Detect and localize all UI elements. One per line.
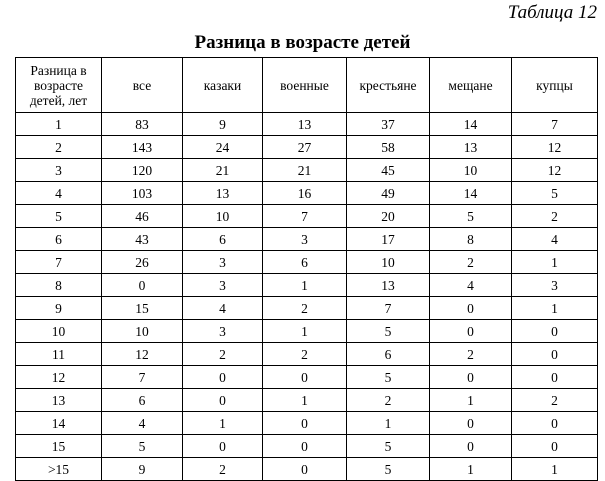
- cell-townspeople: 5: [430, 205, 512, 228]
- cell-merchants: 7: [512, 113, 598, 136]
- table-row: [16, 435, 598, 458]
- header-peasants: крестьяне: [347, 58, 430, 113]
- cell-military: 1: [263, 389, 347, 412]
- cell-townspeople: 2: [430, 343, 512, 366]
- table-row: [16, 389, 598, 412]
- cell-merchants: 0: [512, 412, 598, 435]
- cell-merchants: 4: [512, 228, 598, 251]
- cell-cossacks: 24: [183, 136, 263, 159]
- cell-age-difference: 6: [16, 228, 102, 251]
- cell-peasants: 5: [347, 435, 430, 458]
- cell-merchants: 3: [512, 274, 598, 297]
- cell-peasants: 7: [347, 297, 430, 320]
- cell-cossacks: 0: [183, 389, 263, 412]
- cell-merchants: 1: [512, 251, 598, 274]
- table-row: [16, 159, 598, 182]
- cell-cossacks: 3: [183, 320, 263, 343]
- cell-all: 15: [102, 297, 183, 320]
- header-row: [16, 58, 598, 113]
- cell-townspeople: 0: [430, 435, 512, 458]
- cell-military: 7: [263, 205, 347, 228]
- cell-merchants: 5: [512, 182, 598, 205]
- cell-cossacks: 0: [183, 366, 263, 389]
- cell-merchants: 2: [512, 205, 598, 228]
- table-row: [16, 458, 598, 481]
- cell-merchants: 0: [512, 435, 598, 458]
- cell-age-difference: 8: [16, 274, 102, 297]
- cell-peasants: 45: [347, 159, 430, 182]
- cell-townspeople: 0: [430, 366, 512, 389]
- cell-peasants: 49: [347, 182, 430, 205]
- cell-all: 0: [102, 274, 183, 297]
- cell-peasants: 5: [347, 458, 430, 481]
- cell-merchants: 0: [512, 320, 598, 343]
- table-row: [16, 297, 598, 320]
- cell-age-difference: 12: [16, 366, 102, 389]
- cell-cossacks: 6: [183, 228, 263, 251]
- table-row: [16, 228, 598, 251]
- cell-all: 7: [102, 366, 183, 389]
- cell-all: 10: [102, 320, 183, 343]
- cell-age-difference: 10: [16, 320, 102, 343]
- cell-military: 2: [263, 297, 347, 320]
- cell-cossacks: 9: [183, 113, 263, 136]
- cell-townspeople: 4: [430, 274, 512, 297]
- cell-peasants: 5: [347, 366, 430, 389]
- cell-all: 6: [102, 389, 183, 412]
- cell-townspeople: 0: [430, 320, 512, 343]
- cell-age-difference: 9: [16, 297, 102, 320]
- cell-age-difference: 15: [16, 435, 102, 458]
- cell-townspeople: 1: [430, 389, 512, 412]
- cell-cossacks: 3: [183, 251, 263, 274]
- cell-merchants: 0: [512, 366, 598, 389]
- cell-merchants: 12: [512, 159, 598, 182]
- cell-age-difference: 13: [16, 389, 102, 412]
- cell-cossacks: 21: [183, 159, 263, 182]
- cell-age-difference: 3: [16, 159, 102, 182]
- table-row: [16, 251, 598, 274]
- cell-townspeople: 2: [430, 251, 512, 274]
- cell-age-difference: 5: [16, 205, 102, 228]
- table-number-label: Таблица 12: [507, 2, 597, 23]
- table-row: [16, 205, 598, 228]
- cell-peasants: 20: [347, 205, 430, 228]
- table-title: Разница в возрасте детей: [194, 32, 411, 53]
- cell-cossacks: 1: [183, 412, 263, 435]
- header-townspeople: мещане: [430, 58, 512, 113]
- cell-all: 9: [102, 458, 183, 481]
- cell-military: 27: [263, 136, 347, 159]
- table-row: [16, 136, 598, 159]
- cell-military: 2: [263, 343, 347, 366]
- cell-cossacks: 13: [183, 182, 263, 205]
- cell-age-difference: 11: [16, 343, 102, 366]
- cell-all: 5: [102, 435, 183, 458]
- table-row: [16, 343, 598, 366]
- cell-military: 6: [263, 251, 347, 274]
- cell-townspeople: 14: [430, 182, 512, 205]
- cell-cossacks: 10: [183, 205, 263, 228]
- header-merchants: купцы: [512, 58, 598, 113]
- cell-cossacks: 3: [183, 274, 263, 297]
- cell-military: 3: [263, 228, 347, 251]
- cell-merchants: 2: [512, 389, 598, 412]
- cell-age-difference: 4: [16, 182, 102, 205]
- cell-all: 103: [102, 182, 183, 205]
- table-row: [16, 182, 598, 205]
- cell-all: 120: [102, 159, 183, 182]
- cell-military: 0: [263, 435, 347, 458]
- cell-peasants: 5: [347, 320, 430, 343]
- table-row: [16, 366, 598, 389]
- cell-townspeople: 1: [430, 458, 512, 481]
- table-row: [16, 274, 598, 297]
- cell-townspeople: 13: [430, 136, 512, 159]
- cell-townspeople: 10: [430, 159, 512, 182]
- cell-all: 4: [102, 412, 183, 435]
- cell-age-difference: 14: [16, 412, 102, 435]
- cell-peasants: 17: [347, 228, 430, 251]
- cell-military: 21: [263, 159, 347, 182]
- table-row: [16, 320, 598, 343]
- header-military: военные: [263, 58, 347, 113]
- cell-peasants: 6: [347, 343, 430, 366]
- table-body: [16, 113, 598, 481]
- cell-military: 1: [263, 274, 347, 297]
- header-all: все: [102, 58, 183, 113]
- cell-townspeople: 8: [430, 228, 512, 251]
- cell-merchants: 12: [512, 136, 598, 159]
- cell-military: 16: [263, 182, 347, 205]
- cell-townspeople: 14: [430, 113, 512, 136]
- cell-all: 12: [102, 343, 183, 366]
- cell-age-difference: 2: [16, 136, 102, 159]
- cell-all: 26: [102, 251, 183, 274]
- cell-peasants: 58: [347, 136, 430, 159]
- cell-peasants: 13: [347, 274, 430, 297]
- cell-townspeople: 0: [430, 412, 512, 435]
- cell-merchants: 1: [512, 458, 598, 481]
- header-age-difference: Разница в возрасте детей, лет: [16, 58, 102, 113]
- cell-cossacks: 2: [183, 458, 263, 481]
- cell-military: 0: [263, 412, 347, 435]
- cell-all: 46: [102, 205, 183, 228]
- cell-military: 13: [263, 113, 347, 136]
- cell-age-difference: >15: [16, 458, 102, 481]
- cell-age-difference: 7: [16, 251, 102, 274]
- cell-military: 0: [263, 458, 347, 481]
- cell-peasants: 1: [347, 412, 430, 435]
- cell-all: 143: [102, 136, 183, 159]
- header-cossacks: казаки: [183, 58, 263, 113]
- cell-military: 1: [263, 320, 347, 343]
- table-row: [16, 412, 598, 435]
- cell-all: 43: [102, 228, 183, 251]
- cell-peasants: 37: [347, 113, 430, 136]
- cell-merchants: 1: [512, 297, 598, 320]
- cell-military: 0: [263, 366, 347, 389]
- cell-cossacks: 4: [183, 297, 263, 320]
- cell-all: 83: [102, 113, 183, 136]
- cell-peasants: 10: [347, 251, 430, 274]
- cell-cossacks: 2: [183, 343, 263, 366]
- age-difference-table: [15, 57, 598, 481]
- cell-peasants: 2: [347, 389, 430, 412]
- cell-age-difference: 1: [16, 113, 102, 136]
- cell-merchants: 0: [512, 343, 598, 366]
- table-row: [16, 113, 598, 136]
- cell-townspeople: 0: [430, 297, 512, 320]
- cell-cossacks: 0: [183, 435, 263, 458]
